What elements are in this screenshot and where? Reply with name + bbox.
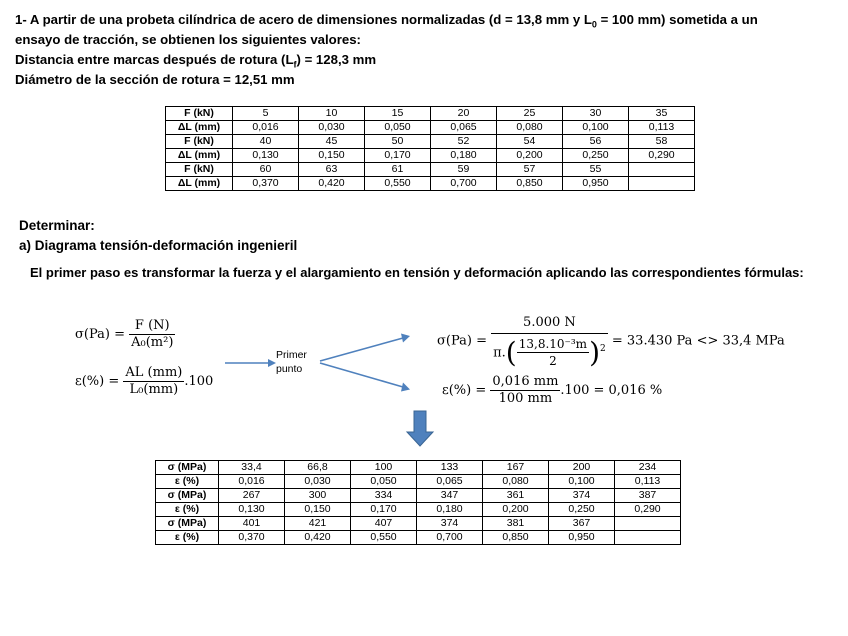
table-cell: 381 (483, 517, 549, 531)
table-row (166, 177, 695, 191)
table-cell: 45 (299, 135, 365, 149)
row-header-cell: F (kN) (166, 135, 233, 149)
table-cell: 0,180 (417, 503, 483, 517)
branch-arrow-up-icon (320, 334, 410, 362)
table-cell: 374 (549, 489, 615, 503)
table-cell: 66,8 (285, 461, 351, 475)
table-cell: 407 (351, 517, 417, 531)
sigma-formula: σ(Pa) = $\frac{F (N)}{\text{A₀(m²)}}$ (75, 318, 174, 350)
table-cell: 40 (233, 135, 299, 149)
row-header-cell: F (kN) (166, 107, 233, 121)
table-cell: 0,080 (497, 121, 563, 135)
table-cell: 133 (417, 461, 483, 475)
force-elongation-table (165, 106, 695, 191)
table-cell: 58 (629, 135, 695, 149)
table-row (156, 503, 681, 517)
table-cell: 200 (549, 461, 615, 475)
table-cell (629, 163, 695, 177)
first-point-sigma: σ(Pa) = 5.000 N π.( $\frac{\text{13,8.10⁻³m}}{2}$ )$^2$ = 33.430 Pa <> 33,4 MPa (437, 315, 785, 369)
table-cell: 0,150 (299, 149, 365, 163)
problem-line-1: 1- A partir de una probeta cilíndrica de acero de dimensiones normalizadas (d = 13,8 mm y $L_0 = 100$ mm) sometida a un (15, 12, 758, 30)
problem-line-3: Distancia entre marcas después de rotura $(L_f) = 128,3$ mm (15, 52, 377, 70)
table-cell: 59 (431, 163, 497, 177)
table-row (156, 531, 681, 545)
first-point-sigma-numerator: 5.000 N (491, 313, 608, 334)
table-cell: 0,550 (365, 177, 431, 191)
flow-arrows (220, 325, 420, 400)
table-cell: 0,420 (285, 531, 351, 545)
table-cell: 0,170 (351, 503, 417, 517)
table-cell: 234 (615, 461, 681, 475)
first-point-sigma-denominator: π.( $\frac{\text{13,8.10⁻³m}}{2}$ )$^2$ (493, 335, 606, 369)
table-cell: 0,850 (497, 177, 563, 191)
table-cell: 361 (483, 489, 549, 503)
row-header-cell: σ (MPa) (156, 517, 219, 531)
table-cell: 0,065 (417, 475, 483, 489)
first-point-epsilon: ε(%) = $\frac{0,016 mm}{100 mm}$ .100 = 0,016 % (442, 374, 663, 406)
table-cell: 167 (483, 461, 549, 475)
first-point-sigma-result: = 33.430 Pa <> 33,4 MPa (611, 333, 785, 349)
table-cell: 0,030 (285, 475, 351, 489)
table-cell: 0,250 (563, 149, 629, 163)
row-header-cell: ε (%) (156, 531, 219, 545)
table-cell: 0,950 (549, 531, 615, 545)
table-cell: 56 (563, 135, 629, 149)
table-row (166, 107, 695, 121)
table-row (166, 163, 695, 177)
first-point-epsilon-numerator: 0,016 mm (492, 374, 559, 389)
table-cell: 15 (365, 107, 431, 121)
table-cell: 0,370 (219, 531, 285, 545)
row-header-cell: ΔL (mm) (166, 149, 233, 163)
down-arrow-icon (405, 410, 435, 448)
table-cell: 57 (497, 163, 563, 177)
table-cell: 0,200 (497, 149, 563, 163)
table-cell: 0,080 (483, 475, 549, 489)
table-cell: 0,130 (219, 503, 285, 517)
table-cell: 0,016 (233, 121, 299, 135)
problem-line-4: Diámetro de la sección de rotura = 12,51 mm (15, 72, 295, 87)
table-cell: 20 (431, 107, 497, 121)
intro-paragraph: El primer paso es transformar la fuerza y el alargamiento en tensión y deformación aplicando las correspondientes fórmulas: (30, 265, 804, 280)
table-row (156, 489, 681, 503)
table-cell (615, 517, 681, 531)
row-header-cell: ΔL (mm) (166, 177, 233, 191)
table-cell: 54 (497, 135, 563, 149)
sigma-formula-denominator: A₀(m²) (131, 335, 174, 350)
table-cell: 0,016 (219, 475, 285, 489)
table-cell: 0,113 (615, 475, 681, 489)
table-cell: 0,130 (233, 149, 299, 163)
first-point-epsilon-result: .100 = 0,016 % (560, 383, 663, 398)
table-cell: 35 (629, 107, 695, 121)
row-header-cell: σ (MPa) (156, 489, 219, 503)
table-cell: 0,290 (629, 149, 695, 163)
table-cell: 30 (563, 107, 629, 121)
branch-arrow-down-icon (320, 363, 410, 392)
table-cell: 33,4 (219, 461, 285, 475)
table-cell (615, 531, 681, 545)
table-row (156, 475, 681, 489)
table-cell: 50 (365, 135, 431, 149)
table-cell: 0,550 (351, 531, 417, 545)
table-row (166, 149, 695, 163)
table-cell: 0,065 (431, 121, 497, 135)
table-row (156, 461, 681, 475)
table-cell: 0,250 (549, 503, 615, 517)
table-cell: 367 (549, 517, 615, 531)
table-cell: 100 (351, 461, 417, 475)
table-cell: 0,700 (431, 177, 497, 191)
table-cell: 61 (365, 163, 431, 177)
problem-line-2: ensayo de tracción, se obtienen los siguientes valores: (15, 32, 361, 47)
table-row (166, 135, 695, 149)
table-cell: 0,100 (549, 475, 615, 489)
table-cell: 0,030 (299, 121, 365, 135)
row-header-cell: ε (%) (156, 503, 219, 517)
table-cell: 0,150 (285, 503, 351, 517)
table-cell: 0,180 (431, 149, 497, 163)
first-point-epsilon-denominator: 100 mm (498, 391, 553, 406)
table-cell: 0,420 (299, 177, 365, 191)
problem-statement (15, 10, 845, 90)
epsilon-formula-denominator: L₀(mm) (129, 382, 179, 397)
table-cell: 25 (497, 107, 563, 121)
row-header-cell: σ (MPa) (156, 461, 219, 475)
table-cell: 0,950 (563, 177, 629, 191)
row-header-cell: ε (%) (156, 475, 219, 489)
table-cell: 334 (351, 489, 417, 503)
table-cell: 0,113 (629, 121, 695, 135)
determinar-heading: Determinar: (19, 218, 95, 233)
table-cell: 267 (219, 489, 285, 503)
part-a-heading: a) Diagrama tensión-deformación ingenieril (19, 238, 298, 253)
table-row (166, 121, 695, 135)
epsilon-formula: ε(%) = $\frac{AL (mm)}{\text{L₀(mm)}}$ .100 (75, 365, 214, 397)
primer-punto-label: Primer punto (276, 349, 307, 375)
table-cell: 10 (299, 107, 365, 121)
table-cell: 374 (417, 517, 483, 531)
epsilon-formula-numerator: AL (mm) (125, 365, 183, 380)
table-cell: 0,290 (615, 503, 681, 517)
table-cell: 55 (563, 163, 629, 177)
table-cell: 421 (285, 517, 351, 531)
table-cell: 63 (299, 163, 365, 177)
table-cell: 0,850 (483, 531, 549, 545)
table-cell: 0,050 (351, 475, 417, 489)
table-cell: 401 (219, 517, 285, 531)
table-cell: 0,700 (417, 531, 483, 545)
table-cell: 60 (233, 163, 299, 177)
table-cell: 0,170 (365, 149, 431, 163)
table-cell: 347 (417, 489, 483, 503)
table-cell: 0,100 (563, 121, 629, 135)
stress-strain-table (155, 460, 681, 545)
row-header-cell: F (kN) (166, 163, 233, 177)
table-cell: 5 (233, 107, 299, 121)
table-row (156, 517, 681, 531)
row-header-cell: ΔL (mm) (166, 121, 233, 135)
table-cell: 387 (615, 489, 681, 503)
table-cell (629, 177, 695, 191)
table-cell: 0,050 (365, 121, 431, 135)
table-cell: 52 (431, 135, 497, 149)
table-cell: 300 (285, 489, 351, 503)
table-cell: 0,200 (483, 503, 549, 517)
right-arrow-icon (225, 359, 276, 367)
sigma-formula-numerator: F (N) (129, 318, 175, 335)
table-cell: 0,370 (233, 177, 299, 191)
